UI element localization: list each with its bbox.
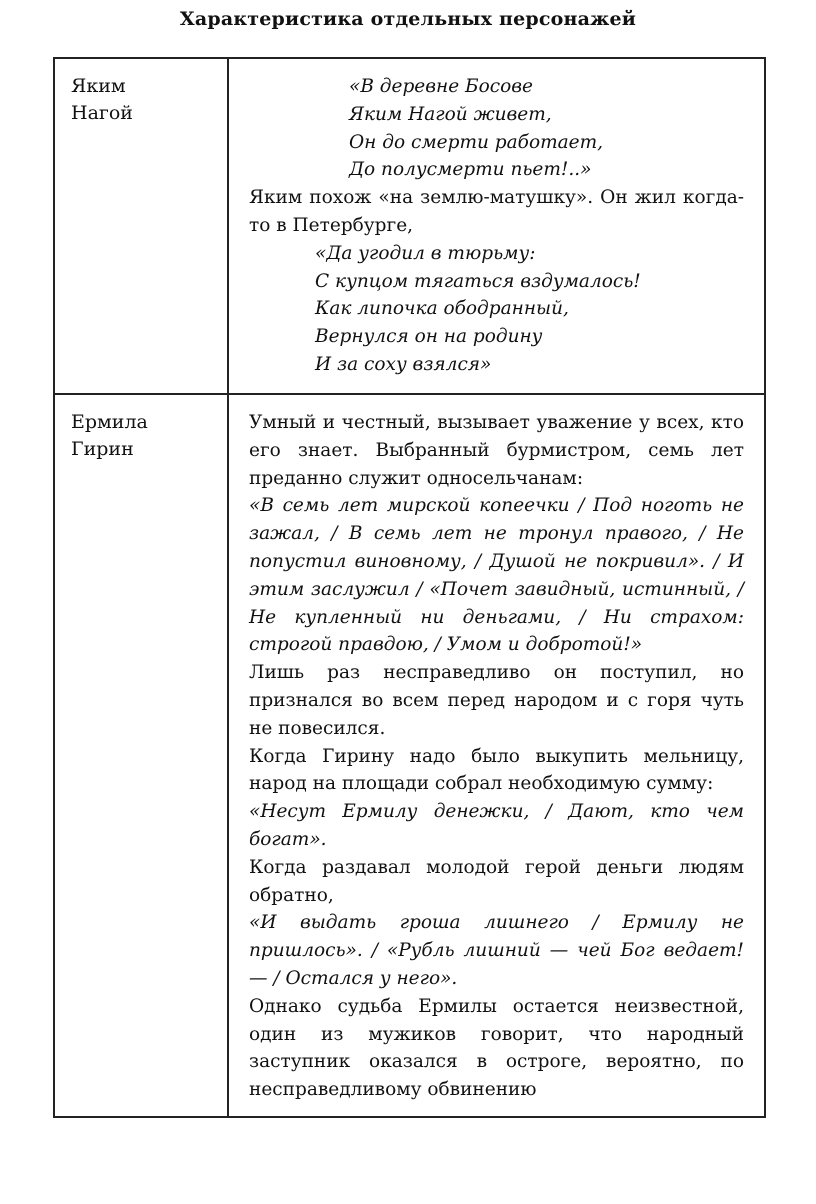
description-paragraph: Однако судьба Ермилы остается неизвестной, один из мужиков говорит, что народный заступник оказался в остроге, вероятно, по несправедливому обвинению bbox=[249, 995, 744, 1101]
page-title: Характеристика отдельных персонажей bbox=[179, 8, 637, 30]
verse-line: И за соху взялся» bbox=[315, 353, 492, 375]
quote-paragraph: «Несут Ермилу денежки, / Дают, кто чем богат». bbox=[249, 801, 744, 850]
table-row bbox=[54, 58, 765, 394]
character-description-cell bbox=[228, 58, 765, 394]
verse-line: Яким Нагой живет, bbox=[349, 103, 552, 125]
verse-line: Как липочка ободранный, bbox=[315, 298, 569, 320]
verse-line: До полусмерти пьет!..» bbox=[349, 159, 592, 181]
verse-line: «Да угодил в тюрьму: bbox=[315, 242, 536, 264]
character-name-line: Гирин bbox=[71, 438, 134, 460]
table-row bbox=[54, 394, 765, 1117]
character-name-line: Ермила bbox=[71, 411, 148, 433]
character-name-line: Яким bbox=[71, 75, 126, 97]
character-name-line: Нагой bbox=[71, 102, 133, 124]
verse-line: С купцом тягаться вздумалось! bbox=[315, 270, 641, 292]
description-paragraph: Лишь раз несправедливо он поступил, но признался во всем перед народом и с горя чуть не повесился. bbox=[249, 662, 744, 739]
quote-paragraph: «В семь лет мирской копеечки / Под ноготь не зажал, / В семь лет не тронул правого, / Не попустил виновному, / Душой не покривил». / И этим заслужил / «Почет завидный, истинный, / Не купленный ни деньгами, / Ни страхом: строгой правдою, / Умом и добротой!» bbox=[249, 495, 744, 656]
verse-line: «В деревне Босове bbox=[349, 76, 533, 97]
verse-line: Вернулся он на родину bbox=[315, 326, 543, 348]
character-description-cell bbox=[228, 394, 765, 1117]
characters-table bbox=[53, 57, 766, 1118]
description-paragraph: Умный и честный, вызывает уважение у всех, кто его знает. Выбранный бурмистром, семь лет преданно служит односельчанам: bbox=[249, 412, 744, 489]
description-paragraph: Когда Гирину надо было выкупить мельницу, народ на площади собрал необходимую сумму: bbox=[249, 745, 744, 795]
verse-line: Он до смерти работает, bbox=[349, 131, 604, 153]
character-name-cell bbox=[54, 58, 228, 394]
description-paragraph: Яким похож «на землю-матушку». Он жил когда-то в Петербурге, bbox=[249, 187, 744, 236]
character-name-cell bbox=[54, 394, 228, 1117]
description-paragraph: Когда раздавал молодой герой деньги людям обратно, bbox=[249, 856, 744, 906]
quote-paragraph: «И выдать гроша лишнего / Ермилу не пришлось». / «Рубль лишний — чей Бог ведает! — / Остался у него». bbox=[249, 912, 744, 989]
